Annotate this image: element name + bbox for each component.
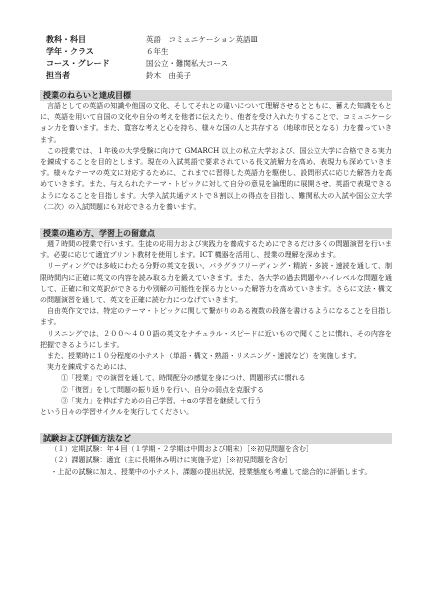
info-key-subject: 教科・科目 (46, 35, 86, 44)
info-key-course: コース・グレード (46, 59, 110, 68)
info-key-teacher: 担当者 (46, 71, 70, 80)
progress-paragraph: 週７時間の授業で行います。生徒の応用力および実践力を養成するためにできるだけ多くの問題演習を行います。必要に応じて適宜プリント教材を使用します。ICT 機器を活用し、授業の理解を深めます。 (40, 240, 392, 260)
progress-paragraph: リスニングでは、２００～４００語の英文をナチュラル・スピードに近いもので聞くことに慣れ、その内容を把握できるようにします。 (40, 329, 392, 349)
evaluation-item: （２）課題試験：適宜（主に長期休み明けに実施予定）［※初見問題を含む］ (50, 456, 292, 465)
info-value-grade: ６年生 (146, 47, 169, 56)
evaluation-item: （１）定期試験：年４回（１学期・２学期は中間および期末）［※初見問題を含む］ (50, 445, 313, 454)
info-value-course: 国公立・難関私大コース (146, 59, 229, 68)
progress-paragraph: 実力を錬成するためには、 (47, 363, 131, 372)
section-title-aims: 授業のねらいと達成目標 (40, 90, 392, 101)
info-value-teacher: 鈴木 由美子 (146, 71, 191, 80)
info-value-subject: 英語 コミュニケーション英語Ⅲ (146, 35, 258, 44)
evaluation-note: ・上記の試験に加え、授業中の小テスト、課題の提出状況、授業態度も考慮して総合的に評価します。 (50, 467, 372, 476)
syllabus-page (40, 34, 392, 478)
progress-paragraph: また、授業時に１０分程度の小テスト（単語・構文・熟語・リスニング・速読など）を実施します。 (47, 352, 361, 361)
aims-paragraph: この授業では、１年後の大学受験に向けて GMARCH 以上の私立大学および、国公立大学に合格できる実力を錬成することを目的とします。現在の入試英語で要求されている長文読解力を高め、表現力も深めていきます。様々なテーマの英文に対応するために、これまでに習得した英語力を駆使し、設問形式に応じた解答力を高めていきます。また、与えられたテーマ・トピックに対して自分の意見を論理的に展開させ、英語で表現できるようになることを目指します。大学入試共通テストで８割以上の得点を目指し、難関私大の入試や国公立大学（二次）の入試問題にも対応できる力を養います。 (40, 146, 392, 211)
section-title-progress: 授業の進め方、学習上の留意点 (40, 228, 392, 239)
section-title-evaluation: 試験および評価方法など (40, 433, 392, 444)
progress-paragraph: 自由英作文では、特定のテーマ・トピックに関して繋がりのある複数の段落を書けるようになることを目指します。 (40, 307, 392, 327)
study-cycle-item: ①「授業」での演習を通して、時間配分の感覚を身につけ、問題形式に慣れる (61, 374, 306, 383)
study-cycle-item: ②「復習」をして問題の振り返りを行い、自分の弱点を克服する (61, 385, 264, 394)
progress-paragraph: リーディングでは多岐にわたる分野の英文を扱い、パラグラフリーディング・精読・多読・速読を通して、制限時間内に正確に英文の内容を読み取る力を鍛えていきます。また、各大学の過去問題やハイレベルな問題を通して、正確に和文英訳ができる力や別解の可能性を探る力といった解答力を高めていきます。さらに文法・構文の問題演習を通して、英文を正確に読む力につなげていきます。 (40, 262, 392, 305)
aims-paragraph: 言語としての英語の知識や他国の文化、そしてそれとの違いについて理解させるとともに、蓄えた知識をもとに、英語を用いて自国の文化や自分の考えを他者に伝えたり、他者を受け入れたりすることで、コミュニケーション力を養います。また、寛容な考えと心を持ち、様々な国の人と共存する（地球市民となる）力を養っていきます。 (40, 102, 392, 144)
study-cycle-closing: という日々の学習サイクルを実行してください。 (40, 408, 194, 417)
study-cycle-item: ③「実力」を伸ばすための自己学習、＋αの学習を継続して行う (61, 396, 262, 405)
course-info (46, 34, 392, 82)
info-key-grade: 学年・クラス (46, 47, 94, 56)
